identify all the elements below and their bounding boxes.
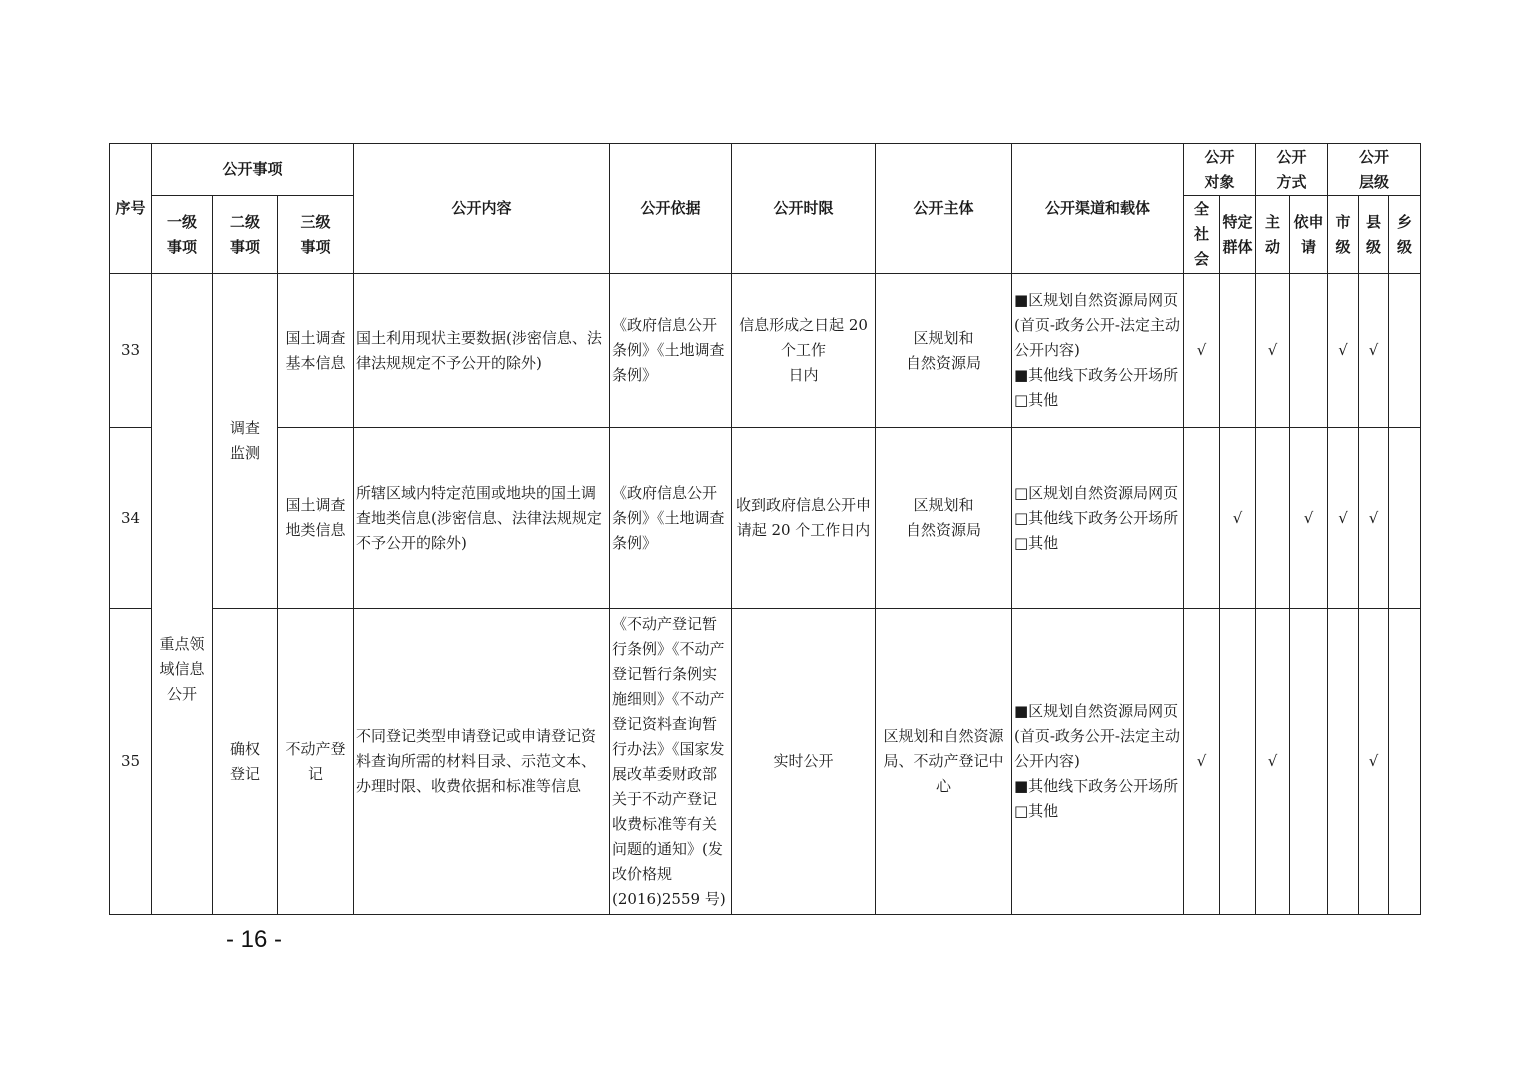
check-mode-active [1256,428,1290,609]
header-target-group: 公开 对象 [1184,144,1256,196]
header-channel: 公开渠道和载体 [1012,144,1184,274]
check-level-county: √ [1359,428,1389,609]
table-row [110,274,1421,428]
disclosure-table [109,143,1421,915]
check-level-city [1328,609,1359,915]
row-seq: 35 [110,609,152,915]
row-channel: ■区规划自然资源局网页(首页-政务公开-法定主动公开内容) ■其他线下政务公开场所 □其他 [1012,609,1184,915]
row-seq: 33 [110,274,152,428]
row-channel: ■区规划自然资源局网页(首页-政务公开-法定主动公开内容) ■其他线下政务公开场所 □其他 [1012,274,1184,428]
table-row [110,428,1421,609]
header-level-county: 县 级 [1359,196,1389,274]
level2-survey: 调查 监测 [213,274,278,609]
header-seq: 序号 [110,144,152,274]
check-mode-request [1290,274,1328,428]
row-basis: 《政府信息公开条例》《土地调查条例》 [610,428,732,609]
row-content: 所辖区域内特定范围或地块的国土调查地类信息(涉密信息、法律法规规定不予公开的除外) [354,428,610,609]
check-level-city: √ [1328,428,1359,609]
row-level3: 国土调查 地类信息 [278,428,354,609]
header-target-specific: 特定 群体 [1220,196,1256,274]
check-level-township [1389,609,1421,915]
header-subject: 公开主体 [876,144,1012,274]
header-mode-group: 公开 方式 [1256,144,1328,196]
check-level-township [1389,274,1421,428]
row-level3: 国土调查 基本信息 [278,274,354,428]
header-items-group: 公开事项 [152,144,354,196]
header-level2: 二级 事项 [213,196,278,274]
row-content: 国土利用现状主要数据(涉密信息、法律法规规定不予公开的除外) [354,274,610,428]
level1-key-area: 重点领 域信息 公开 [152,274,213,915]
check-target-specific [1220,274,1256,428]
check-level-county: √ [1359,609,1389,915]
row-content: 不同登记类型申请登记或申请登记资料查询所需的材料目录、示范文本、办理时限、收费依据和标准等信息 [354,609,610,915]
check-level-township [1389,428,1421,609]
check-target-all [1184,428,1220,609]
check-target-all: √ [1184,274,1220,428]
header-time-limit: 公开时限 [732,144,876,274]
row-time-limit: 实时公开 [732,609,876,915]
check-mode-active: √ [1256,609,1290,915]
check-mode-request [1290,609,1328,915]
row-channel: □区规划自然资源局网页 □其他线下政务公开场所 □其他 [1012,428,1184,609]
header-level1: 一级 事项 [152,196,213,274]
row-basis: 《不动产登记暂行条例》《不动产登记暂行条例实施细则》《不动产登记资料查询暂行办法》《国家发展改革委财政部关于不动产登记收费标准等有关问题的通知》(发改价格规(2016)2559 号) [610,609,732,915]
header-target-all: 全 社 会 [1184,196,1220,274]
header-mode-request: 依申 请 [1290,196,1328,274]
header-level3: 三级 事项 [278,196,354,274]
row-level3: 不动产登 记 [278,609,354,915]
header-level-township: 乡 级 [1389,196,1421,274]
header-level-city: 市 级 [1328,196,1359,274]
row-seq: 34 [110,428,152,609]
header-basis: 公开依据 [610,144,732,274]
header-content: 公开内容 [354,144,610,274]
header-level-group: 公开 层级 [1328,144,1421,196]
header-mode-active: 主 动 [1256,196,1290,274]
page-number: - 16 - [226,926,283,953]
row-subject: 区规划和 自然资源局 [876,274,1012,428]
row-subject: 区规划和自然资源局、不动产登记中心 [876,609,1012,915]
row-time-limit: 收到政府信息公开申请起 20 个工作日内 [732,428,876,609]
row-basis: 《政府信息公开条例》《土地调查条例》 [610,274,732,428]
row-level2: 确权 登记 [213,609,278,915]
check-level-county: √ [1359,274,1389,428]
table-row [110,609,1421,915]
row-subject: 区规划和 自然资源局 [876,428,1012,609]
check-mode-request: √ [1290,428,1328,609]
check-target-specific [1220,609,1256,915]
check-level-city: √ [1328,274,1359,428]
check-mode-active: √ [1256,274,1290,428]
check-target-specific: √ [1220,428,1256,609]
row-time-limit: 信息形成之日起 20 个工作 日内 [732,274,876,428]
check-target-all: √ [1184,609,1220,915]
